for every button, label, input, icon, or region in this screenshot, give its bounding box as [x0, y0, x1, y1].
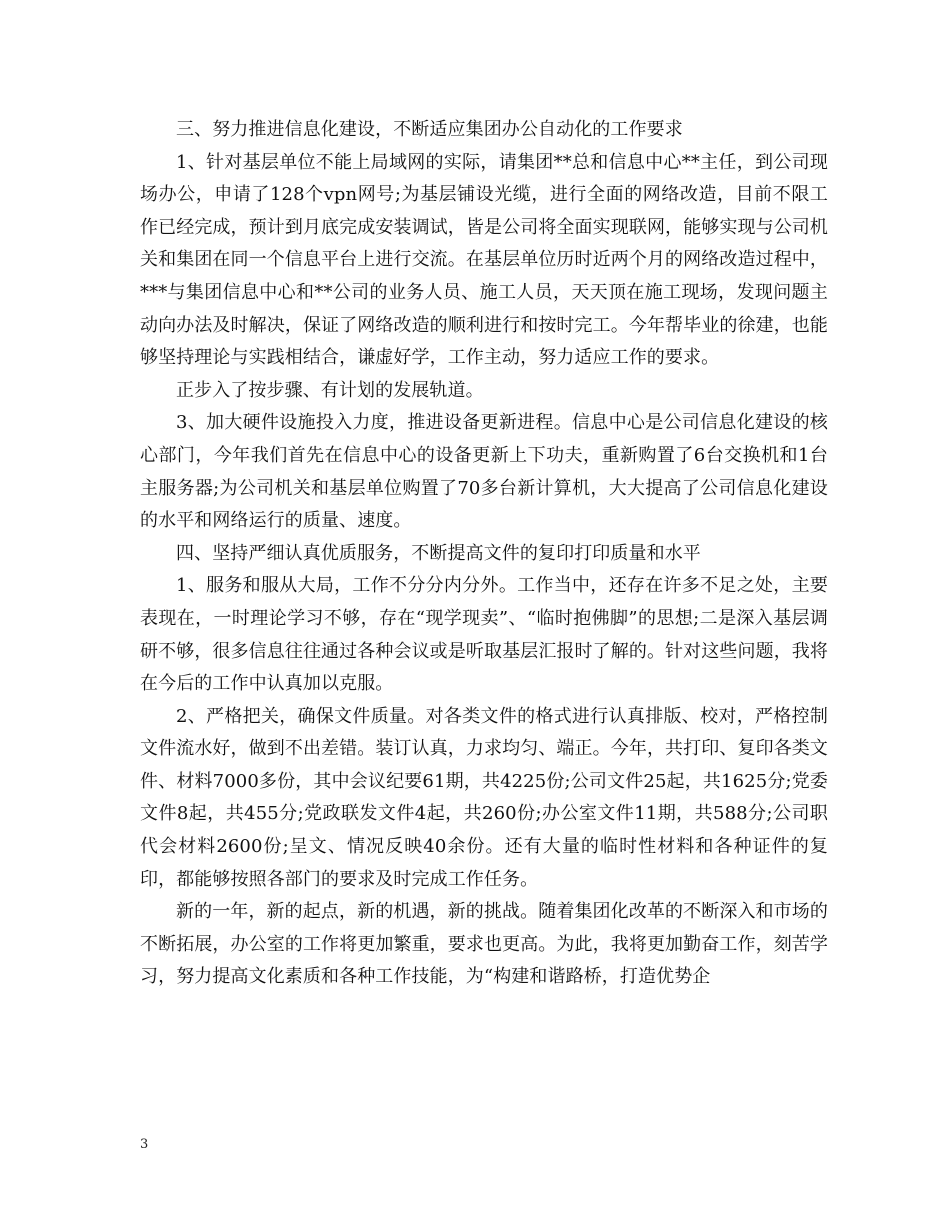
page-number: 3	[140, 1137, 149, 1152]
document-body	[140, 114, 828, 994]
paragraph-hardware-investment: 3、加大硬件设施投入力度，推进设备更新进程。信息中心是公司信息化建设的核心部门，今年我们首先在信息中心的设备更新上下功夫，重新购置了6台交换机和1台主服务器;为公司机关和基层单位购置了70多台新计算机，大大提高了公司信息化建设的水平和网络运行的质量、速度。	[140, 412, 828, 532]
paragraph-service-overall: 1、服务和服从大局，工作不分分内分外。工作当中，还存在许多不足之处，主要表现在，一时理论学习不够，存在“现学现卖”、“临时抱佛脚”的思想;二是深入基层调研不够，很多信息往往通过各种会议或是听取基层汇报时了解的。针对这些问题，我将在今后的工作中认真加以克服。	[140, 575, 828, 695]
section-heading-3: 三、努力推进信息化建设，不断适应集团办公自动化的工作要求	[176, 119, 683, 140]
paragraph-network-upgrade: 1、针对基层单位不能上局域网的实际，请集团**总和信息中心**主任，到公司现场办公，申请了128个vpn网号;为基层铺设光缆，进行全面的网络改造，目前不限工作已经完成，预计到月底完成安装调试，皆是公司将全面实现联网，能够实现与公司机关和集团在同一个信息平台上进行交流。在基层单位历时近两个月的网络改造过程中，***与集团信息中心和**公司的业务人员、施工人员，天天顶在施工现场，发现问题主动向办法及时解决，保证了网络改造的顺利进行和按时完工。今年帮毕业的徐建，也能够坚持理论与实践相结合，谦虚好学，工作主动，努力适应工作的要求。	[140, 151, 828, 369]
section-heading-4: 四、坚持严细认真优质服务，不断提高文件的复印打印质量和水平	[176, 542, 701, 564]
paragraph-document-quality: 2、严格把关，确保文件质量。对各类文件的格式进行认真排版、校对，严格控制文件流水好，做到不出差错。装订认真，力求均匀、端正。今年，共打印、复印各类文件、材料7000多份，其中会议纪要61期，共4225份;公司文件25起，共1625分;党委文件8起，共455分;党政联发文件4起，共260份;办公室文件11期，共588分;公司职代会材料2600份;呈文、情况反映40余份。还有大量的临时性材料和各种证件的复印，都能够按照各部门的要求及时完成工作任务。	[140, 705, 828, 890]
paragraph-development-track: 正步入了按步骤、有计划的发展轨道。	[176, 379, 484, 401]
paragraph-new-year: 新的一年，新的起点，新的机遇，新的挑战。随着集团化改革的不断深入和市场的不断拓展，办公室的工作将更加繁重，要求也更高。为此，我将更加勤奋工作，刻苦学习，努力提高文化素质和各种工作技能，为“构建和谐路桥，打造优势企	[140, 901, 828, 988]
